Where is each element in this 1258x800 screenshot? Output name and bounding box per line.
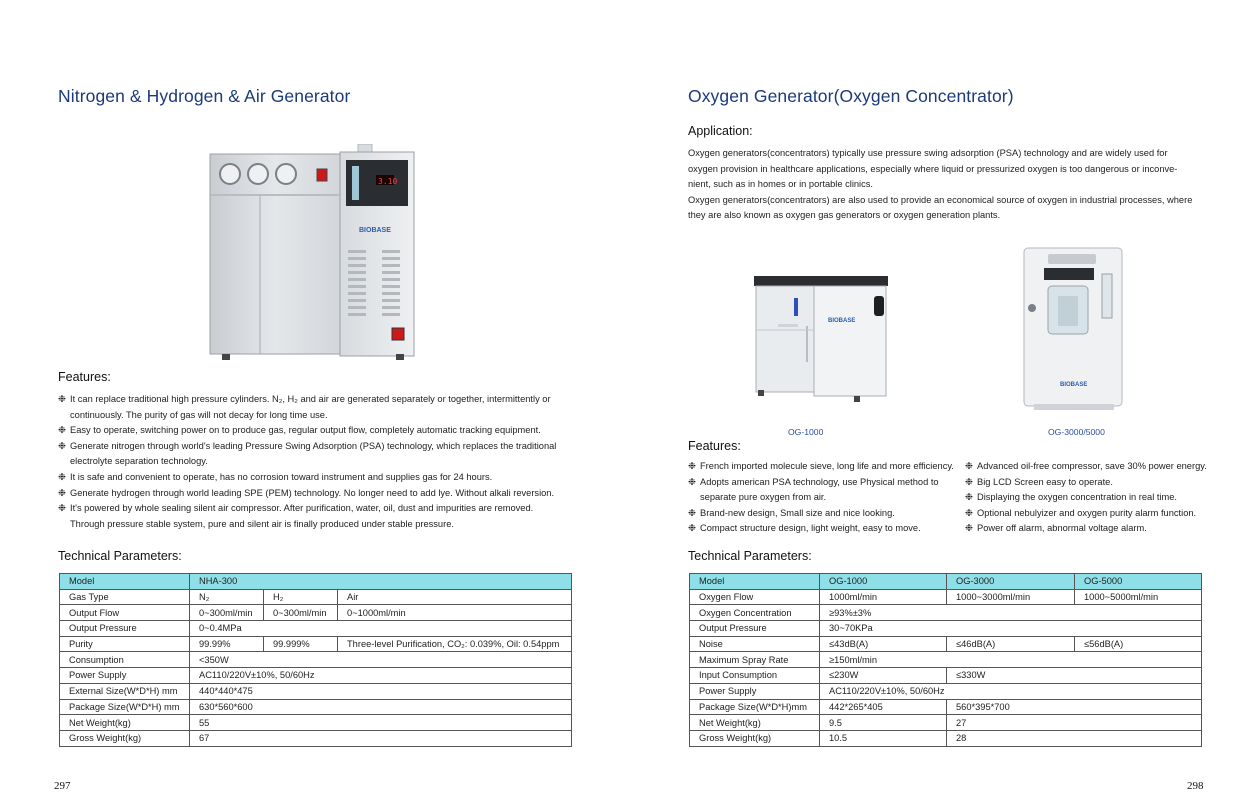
- spec-table-left: [59, 573, 572, 747]
- svg-text:BIOBASE: BIOBASE: [359, 227, 391, 234]
- tech-heading-left: Technical Parameters:: [58, 549, 182, 563]
- lcd-display: 3.10: [378, 177, 398, 186]
- table-row: Net Weight(kg) 55: [60, 715, 572, 731]
- features-heading-left: Features:: [58, 370, 111, 384]
- feature-item: ❉ French imported molecule sieve, long life and more efficiency.: [688, 461, 954, 471]
- og-3000-5000-product-image: [1018, 246, 1130, 412]
- application-text: Oxygen generators(concentrators) typically use pressure swing adsorption (PSA) technology and are widely used for oxygen provision in healthcare applications, especially where liquid or pressurized oxygen is too dangerous or inconve- nient, such as in homes or in portable clinics. Oxygen generators(concentrators) are also used to provide an economical source of oxygen in industrial processes, where they are also known as oxygen gas generators or oxygen generation plants.: [688, 148, 1193, 221]
- table-row: Output Pressure 0~0.4MPa: [60, 621, 572, 637]
- feature-item: ❉ It can replace traditional high pressure cylinders. N₂, H₂ and air are generated separately or together, intermittently or continuously. The purity of gas will not decay for long time use.: [58, 394, 551, 420]
- application-heading: Application:: [688, 124, 753, 138]
- feature-item: ❉ It's powered by whole sealing silent air compressor. After purification, water, oil, dust and impurities are removed. Through pressure stable system, pure and silent air is finally produced under stable pressure.: [58, 503, 534, 529]
- features-list-right-col1: [688, 459, 966, 537]
- table-row: Oxygen Flow 1000ml/min 1000~3000ml/min 1000~5000ml/min: [690, 589, 1202, 605]
- table-header-row: Model NHA-300: [60, 574, 572, 590]
- table-row: Gross Weight(kg) 67: [60, 730, 572, 746]
- table-row: Noise ≤43dB(A) ≤46dB(A) ≤56dB(A): [690, 636, 1202, 652]
- og-1000-product-image: [748, 272, 892, 412]
- features-list-right-col2: [965, 459, 1235, 537]
- caption-og-3000-5000: OG-3000/5000: [1048, 427, 1105, 437]
- feature-item: ❉ Generate hydrogen through world leading SPE (PEM) technology. No longer need to add lye. Without alkali reversion.: [58, 487, 555, 498]
- table-row: Oxygen Concentration ≥93%±3%: [690, 605, 1202, 621]
- table-row: External Size(W*D*H) mm 440*440*475: [60, 683, 572, 699]
- feature-item: ❉ Displaying the oxygen concentration in real time.: [965, 492, 1177, 503]
- nha-300-product-image: [206, 144, 418, 364]
- feature-item: ❉ Generate nitrogen through world's leading Pressure Swing Adsorption (PSA) technology, which replaces the traditional electrolyte separation technology.: [58, 440, 557, 467]
- table-row: Output Pressure 30~70KPa: [690, 621, 1202, 637]
- table-row: Power Supply AC110/220V±10%, 50/60Hz: [60, 668, 572, 684]
- caption-og-1000: OG-1000: [788, 427, 824, 437]
- feature-item: ❉ Compact structure design, light weight, easy to move.: [688, 523, 921, 534]
- feature-item: ❉ Adopts american PSA technology, use Physical method to separate pure oxygen from air.: [688, 476, 939, 503]
- table-row: Purity 99.99% 99.999% Three-level Purification, CO₂: 0.039%, Oil: 0.54ppm: [60, 636, 572, 652]
- feature-item: ❉ Easy to operate, switching power on to produce gas, regular output flow, completely automatic tracking equipment.: [58, 425, 541, 436]
- table-row: Output Flow 0~300ml/min 0~300ml/min 0~1000ml/min: [60, 605, 572, 621]
- page-number-left: 297: [54, 780, 71, 792]
- table-header-row: Model OG-1000 OG-3000 OG-5000: [690, 574, 1202, 590]
- features-list-left: [58, 392, 578, 532]
- table-row: Gross Weight(kg) 10.5 28: [690, 730, 1202, 746]
- table-row: Package Size(W*D*H)mm 442*265*405 560*395*700: [690, 699, 1202, 715]
- feature-item: ❉ Brand-new design, Small size and nice looking.: [688, 507, 895, 518]
- feature-item: ❉ Power off alarm, abnormal voltage alarm.: [965, 523, 1147, 534]
- table-row: Net Weight(kg) 9.5 27: [690, 715, 1202, 731]
- feature-item: ❉ Optional nebulyizer and oxygen purity alarm function.: [965, 507, 1197, 518]
- table-row: Gas Type N₂ H₂ Air: [60, 589, 572, 605]
- feature-item: ❉ It is safe and convenient to operate, has no corrosion toward instrument and supplies gas for 24 hours.: [58, 471, 493, 482]
- page-number-right: 298: [1187, 780, 1204, 792]
- features-heading-right: Features:: [688, 439, 741, 453]
- table-row: Consumption <350W: [60, 652, 572, 668]
- svg-text:BIOBASE: BIOBASE: [828, 318, 856, 324]
- page-title-right: Oxygen Generator(Oxygen Concentrator): [688, 86, 1014, 106]
- table-row: Input Consumption ≤230W ≤330W: [690, 668, 1202, 684]
- tech-heading-right: Technical Parameters:: [688, 549, 812, 563]
- spec-table-right: [689, 573, 1202, 747]
- feature-item: ❉ Advanced oil-free compressor, save 30% power energy.: [965, 461, 1207, 471]
- table-row: Package Size(W*D*H) mm 630*560*600: [60, 699, 572, 715]
- feature-item: ❉ Big LCD Screen easy to operate.: [965, 476, 1113, 487]
- page-title-left: Nitrogen & Hydrogen & Air Generator: [58, 86, 351, 106]
- table-row: Maximum Spray Rate ≥150ml/min: [690, 652, 1202, 668]
- table-row: Power Supply AC110/220V±10%, 50/60Hz: [690, 683, 1202, 699]
- svg-text:BIOBASE: BIOBASE: [1060, 382, 1088, 388]
